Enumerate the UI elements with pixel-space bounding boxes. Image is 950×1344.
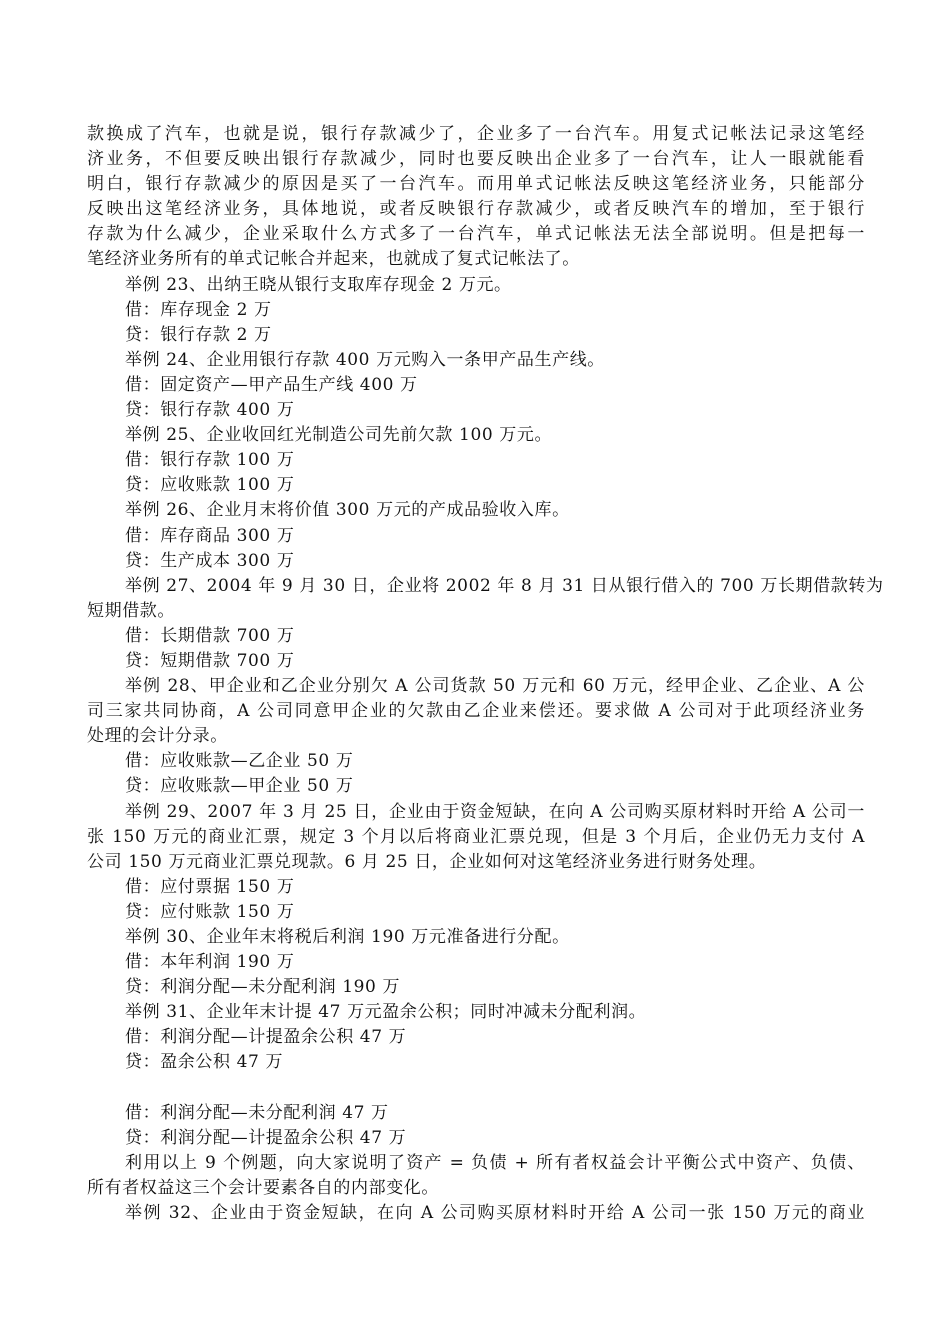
text-line: 利用以上 9 个例题，向大家说明了资产 = 负债 + 所有者权益会计平衡公式中资产、负债、 xyxy=(125,1152,865,1173)
text-line: 司三家共同协商，A 公司同意甲企业的欠款由乙企业来偿还。要求做 A 公司对于此项经济业务 xyxy=(87,701,865,722)
text-line: 贷：应收账款—甲企业 50 万 xyxy=(125,776,354,797)
text-line: 借：利润分配—未分配利润 47 万 xyxy=(125,1102,389,1123)
text-line: 借：应收账款—乙企业 50 万 xyxy=(125,751,354,772)
text-line: 张 150 万元的商业汇票，规定 3 个月以后将商业汇票兑现，但是 3 个月后，企业仍无力支付 A xyxy=(87,826,865,847)
text-line: 举例 24、企业用银行存款 400 万元购入一条甲产品生产线。 xyxy=(125,349,605,370)
text-line: 短期借款。 xyxy=(87,600,175,621)
text-line: 贷：银行存款 400 万 xyxy=(125,400,295,421)
text-line: 借：固定资产—甲产品生产线 400 万 xyxy=(125,374,418,395)
text-line: 贷：应付账款 150 万 xyxy=(125,901,295,922)
text-line: 借：本年利润 190 万 xyxy=(125,952,295,973)
text-line: 借：应付票据 150 万 xyxy=(125,876,295,897)
text-line: 贷：利润分配—未分配利润 190 万 xyxy=(125,977,401,998)
text-line: 款换成了汽车，也就是说，银行存款减少了，企业多了一台汽车。用复式记帐法记录这笔经 xyxy=(87,124,865,144)
text-line: 反映出这笔经济业务，具体地说，或者反映银行存款减少，或者反映汽车的增加，至于银行 xyxy=(87,199,865,220)
text-line: 借：库存现金 2 万 xyxy=(125,299,272,320)
text-line: 举例 25、企业收回红光制造公司先前欠款 100 万元。 xyxy=(125,425,553,446)
text-line: 举例 23、出纳王晓从银行支取库存现金 2 万元。 xyxy=(125,274,512,295)
text-line: 借：长期借款 700 万 xyxy=(125,625,295,646)
text-line: 举例 31、企业年末计提 47 万元盈余公积；同时冲减未分配利润。 xyxy=(125,1002,647,1023)
text-line: 借：库存商品 300 万 xyxy=(125,525,295,546)
document-body xyxy=(87,122,884,1226)
text-line: 存款为什么减少，企业采取什么方式多了一台汽车，单式记帐法无法全部说明。但是把每一 xyxy=(87,224,865,245)
text-line: 举例 32、企业由于资金短缺，在向 A 公司购买原材料时开给 A 公司一张 150 万元的商业 xyxy=(125,1203,865,1224)
text-line: 贷：利润分配—计提盈余公积 47 万 xyxy=(125,1127,407,1148)
text-line: 举例 26、企业月末将价值 300 万元的产成品验收入库。 xyxy=(125,500,570,521)
text-line: 济业务，不但要反映出银行存款减少，同时也要反映出企业多了一台汽车，让人一眼就能看 xyxy=(87,149,865,170)
text-line: 借：银行存款 100 万 xyxy=(125,450,295,471)
text-line: 举例 29、2007 年 3 月 25 日，企业由于资金短缺，在向 A 公司购买原材料时开给 A 公司一 xyxy=(125,801,865,822)
text-line: 明白，银行存款减少的原因是买了一台汽车。而用单式记帐法反映这笔经济业务，只能部分 xyxy=(87,174,865,195)
text-line: 贷：银行存款 2 万 xyxy=(125,324,272,345)
text-line: 处理的会计分录。 xyxy=(87,726,228,747)
text-line: 贷：短期借款 700 万 xyxy=(125,650,295,671)
text-line: 贷：盈余公积 47 万 xyxy=(125,1052,284,1073)
text-line: 举例 28、甲企业和乙企业分别欠 A 公司货款 50 万元和 60 万元，经甲企业、乙企业、A 公 xyxy=(125,676,865,697)
text-line: 贷：应收账款 100 万 xyxy=(125,475,295,496)
text-line: 贷：生产成本 300 万 xyxy=(125,550,295,571)
text-line: 公司 150 万元商业汇票兑现款。6 月 25 日，企业如何对这笔经济业务进行财务处理。 xyxy=(87,851,767,872)
text-line: 所有者权益这三个会计要素各自的内部变化。 xyxy=(87,1177,439,1198)
text-line: 举例 27、2004 年 9 月 30 日，企业将 2002 年 8 月 31 日从银行借入的 700 万长期借款转为 xyxy=(125,575,884,596)
text-line: 借：利润分配—计提盈余公积 47 万 xyxy=(125,1027,407,1048)
text-line: 笔经济业务所有的单式记帐合并起来，也就成了复式记帐法了。 xyxy=(87,249,580,270)
text-line: 举例 30、企业年末将税后利润 190 万元准备进行分配。 xyxy=(125,927,570,947)
blank-line xyxy=(87,1076,865,1101)
